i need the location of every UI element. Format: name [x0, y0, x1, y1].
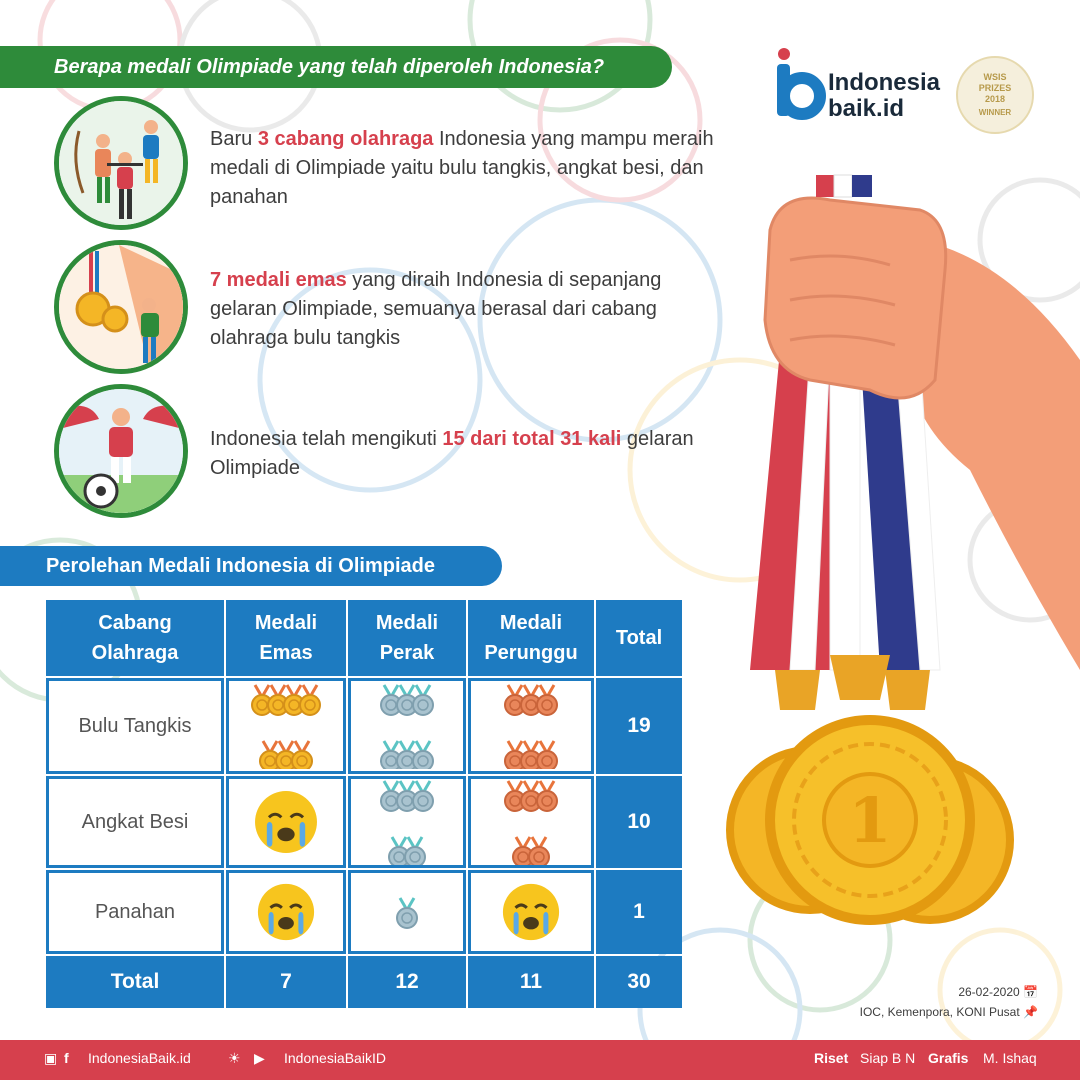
bronze-medal-icon — [537, 781, 557, 811]
gold-medals-cell — [226, 776, 346, 868]
total-label: Total — [46, 956, 224, 1008]
riset-label: Riset — [814, 1050, 849, 1066]
riset-name: Siap B N — [860, 1050, 916, 1066]
gold-medal-hand-illustration — [720, 150, 1080, 950]
bronze-medals-cell — [468, 678, 594, 774]
silver-medal-icon — [405, 837, 425, 865]
social-handle-twitter-youtube[interactable]: IndonesiaBaikID — [284, 1050, 386, 1066]
silver-medal-icon — [413, 781, 433, 811]
table-title: Perolehan Medali Indonesia di Olimpiade — [46, 554, 435, 577]
table-title-banner — [0, 546, 502, 586]
header-emas: Medali Emas — [226, 600, 346, 676]
bronze-medals-cell — [468, 870, 594, 954]
instagram-icon[interactable]: ▣ — [44, 1050, 58, 1066]
athletes-icon — [54, 96, 188, 230]
gold-medal-icon — [292, 741, 312, 769]
fact-highlight: 3 cabang olahraga — [257, 128, 434, 150]
svg-text:1: 1 — [848, 784, 892, 857]
silver-medals-cell — [348, 870, 466, 954]
crying-emoji-icon — [503, 884, 559, 940]
header-cabang: Cabang Olahraga — [46, 600, 224, 676]
header-total: Total — [596, 600, 682, 676]
fact-gold-medals: 7 medali emas yang diraih Indonesia di sepanjang gelaran Olimpiade, semuanya berasal dari cabang olahraga bulu tangkis — [210, 269, 662, 349]
data-source: IOC, Kemenpora, KONI Pusat 📌 — [859, 1005, 1038, 1019]
question-text: Berapa medali Olimpiade yang telah diperoleh Indonesia? — [54, 55, 605, 78]
wsis-award-badge: WSIS PRIZES 2018 WINNER — [956, 56, 1034, 134]
gold-medals-cell — [226, 870, 346, 954]
question-banner — [0, 46, 672, 88]
bronze-medal-icon — [529, 837, 549, 865]
row-total: 1 — [596, 870, 682, 954]
gold-medals-cell — [226, 678, 346, 774]
fact-highlight: 15 dari total 31 kali — [442, 428, 622, 450]
indonesia-flag-football-icon — [54, 384, 188, 518]
calendar-icon: 📅 — [1023, 985, 1038, 999]
total-gold: 7 — [226, 956, 346, 1008]
facebook-icon[interactable]: f — [64, 1050, 69, 1066]
fact-sports-count: Baru 3 cabang olahraga Indonesia yang mampu meraih medali di Olimpiade yaitu bulu tangkis, angkat besi, dan panahan — [210, 128, 714, 208]
header-perunggu: Medali Perunggu — [468, 600, 594, 676]
bronze-medals-cell — [468, 776, 594, 868]
silver-medal-icon — [413, 685, 433, 715]
sport-cell: Panahan — [46, 870, 224, 954]
silver-medal-icon — [413, 741, 433, 769]
brand-name: Indonesia baik.id — [828, 69, 941, 122]
fact-highlight: 7 medali emas — [210, 269, 347, 291]
header-perak: Medali Perak — [348, 600, 466, 676]
crying-emoji-icon — [258, 884, 314, 940]
pin-icon: 📌 — [1023, 1005, 1038, 1019]
fact-participation: Indonesia telah mengikuti 15 dari total 31 kali gelaran Olimpiade — [210, 428, 694, 479]
gold-medal-icon — [300, 685, 320, 715]
bronze-medal-icon — [537, 741, 557, 769]
grafis-name: M. Ishaq — [983, 1050, 1037, 1066]
silver-medal-icon — [397, 898, 417, 928]
row-total: 10 — [596, 776, 682, 868]
silver-medals-cell — [348, 776, 466, 868]
twitter-icon[interactable]: ☀ — [228, 1050, 241, 1066]
publish-date: 26-02-2020 📅 — [958, 985, 1038, 999]
gold-medal-badminton-icon — [54, 240, 188, 374]
youtube-icon[interactable]: ▶ — [254, 1050, 265, 1066]
total-silver: 12 — [348, 956, 466, 1008]
silver-medals-cell — [348, 678, 466, 774]
crying-emoji-icon — [255, 791, 317, 853]
sport-cell: Angkat Besi — [46, 776, 224, 868]
total-overall: 30 — [596, 956, 682, 1008]
bronze-medal-icon — [537, 685, 557, 715]
sport-cell: Bulu Tangkis — [46, 678, 224, 774]
row-total: 19 — [596, 678, 682, 774]
grafis-label: Grafis — [928, 1050, 969, 1066]
footer-bar — [0, 1040, 1080, 1080]
total-bronze: 11 — [468, 956, 594, 1008]
social-handle-instagram-facebook[interactable]: IndonesiaBaik.id — [88, 1050, 191, 1066]
